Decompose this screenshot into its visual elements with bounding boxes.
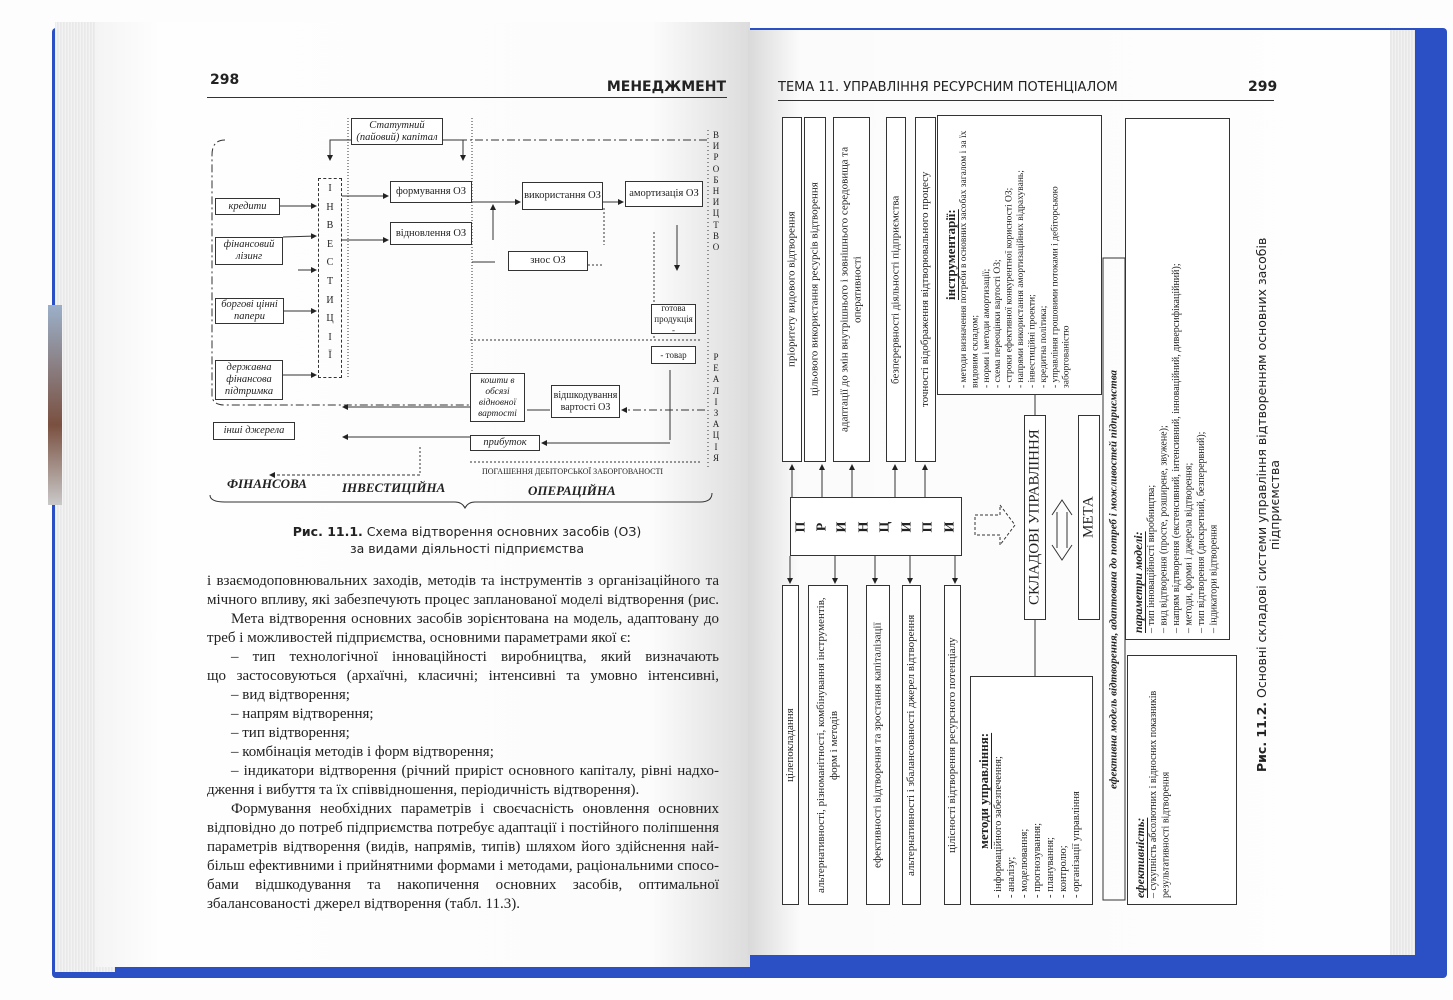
page-number-right: 299 (1248, 79, 1278, 95)
principles-letter: И (899, 521, 915, 532)
principles-letter: П (793, 521, 809, 532)
parameter-item: – індикатори відтворення (1208, 524, 1220, 633)
parameter-item: – тип інноваційності виробництва; (1146, 484, 1157, 633)
body-line: – вид відтворення; (231, 687, 350, 703)
wear-box: знос ОЗ (508, 251, 588, 271)
body-line: збалансованості джерел відтворення (табл. 11.3). (207, 896, 520, 912)
caption-label: Рис. 11.2. (1254, 702, 1269, 773)
depreciation-box: амортизація ОЗ (625, 181, 703, 207)
principles-box (790, 497, 962, 556)
statutory-capital-box: Статутний (пайовий) капітал (351, 118, 443, 145)
goal-box: МЕТА (1078, 415, 1100, 620)
principle-top-4: безперервності діяльності підприємства (886, 117, 906, 462)
principle-bottom-4: альтернативності і збалансованості джерел відтворення (902, 585, 921, 905)
formation-box: формування ОЗ (390, 181, 472, 203)
principles-letter: Н (856, 521, 872, 532)
instrument-item: - норми і методи амортизації; (981, 268, 992, 388)
finished-goods-box: готова продукція - (651, 304, 696, 334)
parameters-box (1125, 118, 1230, 640)
principle-top-2: цільового використання ресурсів відтворення (804, 117, 826, 462)
body-line: – комбінація методів і форм відтворення; (231, 744, 494, 760)
parameters-title: параметри моделі: (1131, 531, 1145, 633)
parameter-item: – вид відтворення (просте, розширене, звужене); (1158, 425, 1170, 633)
receivables-label: ПОГАШЕННЯ ДЕБІТОРСЬКОЇ ЗАБОРГОВАНОСТІ (482, 467, 664, 476)
parameter-item: – напрям відтворення (екстенсивний, інтенсивний, інноваційний, диверсифікаційний); (1171, 263, 1182, 633)
method-item: - планування; (1045, 837, 1056, 898)
method-item: - інформаційного забезпечення; (993, 756, 1004, 898)
efficiency-box (1127, 655, 1237, 905)
caption-line-1: Схема відтворення основних засобів (ОЗ) (366, 524, 642, 539)
instruments-title: інструментарії: (943, 209, 958, 301)
source-bonds: боргові цінні папери (215, 298, 284, 324)
production-label: В И Р О Б Н И Ц Т В О (712, 130, 720, 253)
body-line: що застосовуються (архаїчні, класичні; інтенсивні та умовно інтенсивні, (207, 668, 719, 684)
instrument-item: - напрями використання амортизаційних відрахувань; (1016, 170, 1027, 388)
components-box: СКЛАДОВІ УПРАВЛІННЯ (1024, 415, 1046, 620)
instrument-item: - методи визначення потреби в основних засобах загалом і за їх видовим складом; (959, 130, 981, 388)
principle-bottom-3: ефективності відтворення та зростання капіталізації (866, 585, 890, 905)
running-header-right: ТЕМА 11. УПРАВЛІННЯ РЕСУРСНИМ ПОТЕНЦІАЛОМ (778, 80, 1118, 95)
body-line: відповідно до потреб підприємства потребує адаптації і постійного поліпшення (207, 820, 719, 836)
body-line: і взаємодоповнювальних заходів, методів та інструментів з організаційного та (207, 573, 719, 589)
instrument-item: - кредитна політика; (1038, 305, 1049, 388)
body-line: бами відшкодування та накопичення основних засобів, оптимальної (207, 877, 719, 893)
activity-financial: ФІНАНСОВА (227, 476, 307, 491)
model-label: ефективна модель відтворення, адаптована до потреб і можливостей підприємства (1107, 369, 1120, 789)
profit-box: прибуток (470, 435, 540, 451)
source-credits: кредити (215, 198, 280, 215)
efficiency-title: ефективність: (1133, 817, 1147, 898)
principles-letter: И (942, 521, 958, 532)
realization-label: Р Е А Л І З А Ц І Я (712, 352, 720, 463)
investments-label: І Н В Е С Т И Ц І Ї (326, 183, 334, 362)
figure-11-2-caption (1254, 215, 1282, 795)
source-other: інші джерела (213, 422, 295, 440)
body-line: дження і вибуття та їх співвідношення, періодичність відтворення). (207, 782, 640, 798)
activity-investment: ІНВЕСТИЦІЙНА (342, 480, 446, 495)
caption-label: Рис. 11.1. (292, 524, 363, 539)
instrument-item: - інвестиційні проекти; (1027, 294, 1038, 388)
usage-box: використання ОЗ (522, 182, 603, 210)
page-number-left: 298 (210, 72, 240, 88)
body-line: – тип технологічної інноваційності виробництва, який визначають (231, 649, 719, 665)
principle-top-1: пріоритету видового відтворення (782, 117, 802, 462)
compensation-box: відшкодування вартості ОЗ (551, 385, 620, 418)
principles-letter: П (920, 521, 936, 532)
principle-top-5: точності відображення відтворювального процесу (915, 117, 936, 462)
method-item: - організації управління (1071, 791, 1082, 898)
running-header-left: МЕНЕДЖМЕНТ (606, 79, 726, 95)
body-line: – тип відтворення; (231, 725, 350, 741)
instrument-item: - схема переоцінки вартості ОЗ; (993, 259, 1004, 388)
body-line: Формування необхідних параметрів і своєчасність оновлення основних (231, 801, 719, 817)
principles-letter: Ц (877, 521, 893, 532)
renewal-box: відновлення ОЗ (390, 222, 472, 245)
source-leasing: фінансовий лізинг (215, 237, 283, 265)
methods-box (970, 676, 1093, 905)
parameter-item: – методи, форми і джерела відтворення; (1183, 462, 1195, 633)
source-state-support: державна фінансова підтримка (215, 360, 283, 400)
body-line: Мета відтворення основних засобів зорієнтована на модель, адаптовану до (231, 611, 719, 627)
principles-letter: Р (814, 522, 830, 531)
instrument-item: - управління грошовими потоками і дебіторською заборгованістю (1050, 186, 1072, 388)
body-line: більш ефективними і прийнятними формами і методами, раціональними спосо- (207, 858, 719, 874)
body-line: треб і можливостей підприємства, основними параметрами якої є: (207, 630, 631, 646)
body-line: мічного впливу, які забезпечують процес запланованої моделі відтворення (рис. (207, 592, 719, 608)
principle-top-3: адаптації до змін внутрішнього і зовнішнього середовища та оперативності (833, 117, 870, 462)
body-line: – напрям відтворення; (231, 706, 374, 722)
principle-bottom-5: цілісності відтворення ресурсного потенціалу (944, 585, 961, 905)
principle-bottom-1: цілепокладання (782, 585, 799, 905)
methods-title: методи управління: (976, 732, 991, 849)
goods-box: - товар (651, 346, 696, 364)
method-item: - контролю; (1058, 845, 1069, 898)
principle-bottom-2: альтернативності, різноманітності, комбінування інструментів, форм і методів (808, 585, 848, 905)
parameter-item: – тип відтворення (дискретний, безперервний); (1196, 431, 1207, 633)
caption-text: Основні складові системи управління відтворенням основних засобів підприємства (1254, 237, 1282, 699)
funds-box: кошти в обсязі відновної вартості (470, 373, 525, 422)
figure-11-1-caption-line-2: за видами діяльності підприємства (349, 541, 584, 556)
principles-letter: И (834, 521, 850, 532)
instruments-box (937, 115, 1102, 395)
body-line: параметрів відтворення (видів, напрямів, типів) шляхом його здійснення най- (207, 839, 719, 855)
body-line: – індикатори відтворення (річний приріст основного капіталу, рівні надхо- (231, 763, 719, 779)
method-item: - прогнозування; (1032, 822, 1043, 898)
method-item: - аналізу; (1006, 856, 1017, 898)
method-item: - моделювання; (1019, 828, 1030, 898)
activity-operating: ОПЕРАЦІЙНА (528, 483, 616, 498)
efficiency-text: – сукупність абсолютних і відносних показників результативності відтворення (1148, 690, 1172, 898)
instrument-item: - строки ефективної конкурентної корисності ОЗ; (1004, 187, 1015, 388)
